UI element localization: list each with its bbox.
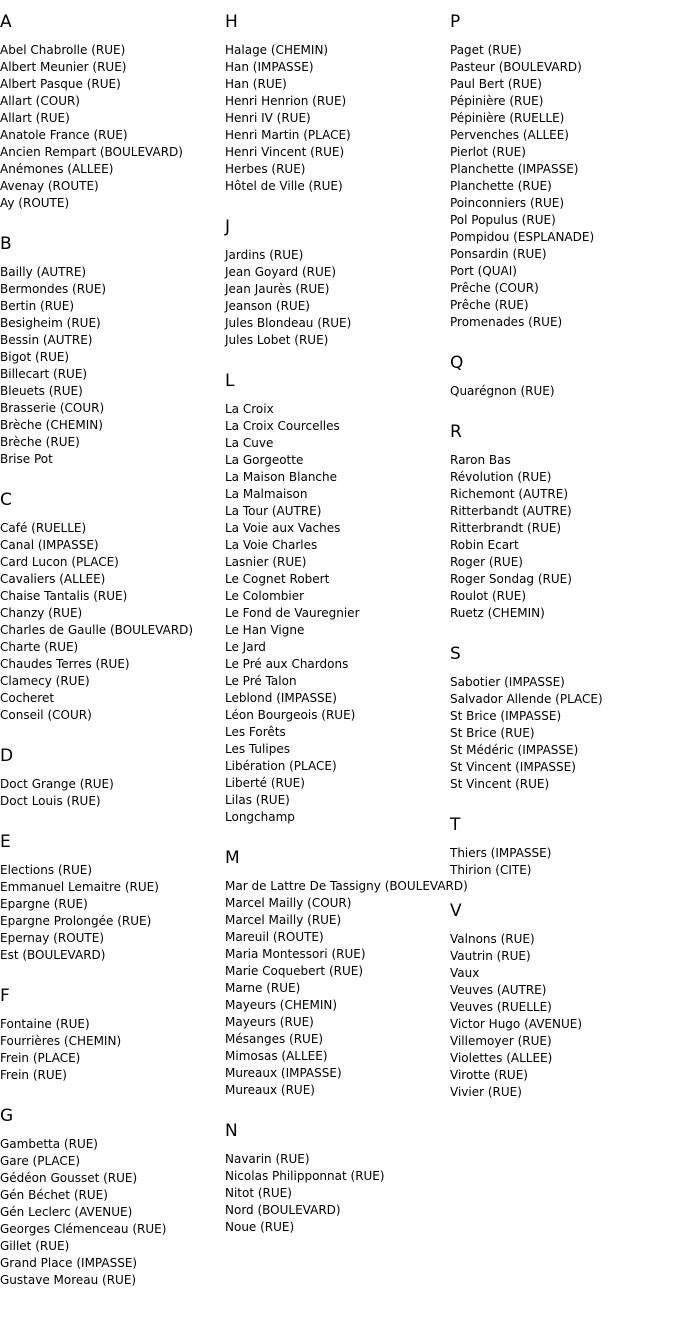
- street-name: Les Tulipes: [225, 742, 290, 756]
- street-name: Henri IV (RUE): [225, 111, 311, 125]
- street-name: Mimosas (ALLEE): [225, 1049, 328, 1063]
- street-name: Le Jard: [225, 640, 266, 654]
- street-name: Doct Grange (RUE): [0, 777, 114, 791]
- street-name: Bertin (RUE): [0, 299, 75, 313]
- street-name: La Croix Courcelles: [225, 419, 340, 433]
- street-name: Jardins (RUE): [225, 248, 304, 262]
- street-name: Marie Coquebert (RUE): [225, 964, 364, 978]
- street-name: Bleuets (RUE): [0, 384, 83, 398]
- street-name: La Maison Blanche: [225, 470, 338, 484]
- street-name: Bessin (AUTRE): [0, 333, 93, 347]
- street-name: Allart (COUR): [0, 94, 80, 108]
- street-name: St Vincent (RUE): [450, 777, 550, 791]
- letter-section: [0, 234, 225, 468]
- street-name: Mureaux (IMPASSE): [225, 1066, 342, 1080]
- letter-section: [450, 644, 675, 793]
- street-name: Est (BOULEVARD): [0, 948, 106, 962]
- street-name: Planchette (RUE): [450, 179, 552, 193]
- letter-section: [450, 815, 675, 879]
- street-name: Jean Goyard (RUE): [225, 265, 337, 279]
- street-name: Le Pré Talon: [225, 674, 297, 688]
- street-list: [450, 931, 675, 1101]
- section-letter-heading: F: [0, 986, 10, 1006]
- street-name: Marne (RUE): [225, 981, 301, 995]
- section-letter-heading: E: [0, 832, 11, 852]
- street-name: Prêche (RUE): [450, 298, 529, 312]
- letter-section: [225, 217, 450, 349]
- street-name: St Médéric (IMPASSE): [450, 743, 579, 757]
- street-name: Villemoyer (RUE): [450, 1034, 552, 1048]
- street-list: [0, 42, 225, 212]
- street-name: Pervenches (ALLEE): [450, 128, 569, 142]
- street-name: Han (IMPASSE): [225, 60, 314, 74]
- street-name: Vaux: [450, 966, 480, 980]
- street-name: Billecart (RUE): [0, 367, 88, 381]
- street-name: Ruetz (CHEMIN): [450, 606, 545, 620]
- letter-section: [0, 1106, 225, 1289]
- street-name: Fourrières (CHEMIN): [0, 1034, 122, 1048]
- street-name: Le Cognet Robert: [225, 572, 330, 586]
- street-name: Le Fond de Vauregnier: [225, 606, 360, 620]
- letter-section: [225, 371, 450, 826]
- street-name: Mayeurs (RUE): [225, 1015, 314, 1029]
- street-name: Clamecy (RUE): [0, 674, 90, 688]
- street-name: Lasnier (RUE): [225, 555, 307, 569]
- street-name: Roulot (RUE): [450, 589, 527, 603]
- street-name: Bailly (AUTRE): [0, 265, 87, 279]
- street-name: La Voie Charles: [225, 538, 318, 552]
- street-name: Georges Clémenceau (RUE): [0, 1222, 167, 1236]
- street-name: Chaudes Terres (RUE): [0, 657, 130, 671]
- street-name: Jules Lobet (RUE): [225, 333, 329, 347]
- street-name: Vautrin (RUE): [450, 949, 531, 963]
- street-name: Mureaux (RUE): [225, 1083, 315, 1097]
- street-name: Mareuil (ROUTE): [225, 930, 324, 944]
- street-name: La Voie aux Vaches: [225, 521, 341, 535]
- street-name: Mayeurs (CHEMIN): [225, 998, 338, 1012]
- street-name: La Cuve: [225, 436, 274, 450]
- street-name: Nitot (RUE): [225, 1186, 292, 1200]
- street-name: Le Han Vigne: [225, 623, 305, 637]
- section-letter-heading: R: [450, 422, 462, 442]
- street-name: Abel Chabrolle (RUE): [0, 43, 126, 57]
- section-letter-heading: A: [0, 12, 12, 32]
- street-name: Marcel Mailly (RUE): [225, 913, 342, 927]
- street-name: Chanzy (RUE): [0, 606, 83, 620]
- street-name: Gédéon Gousset (RUE): [0, 1171, 138, 1185]
- street-name: Veuves (RUELLE): [450, 1000, 552, 1014]
- street-name: St Vincent (IMPASSE): [450, 760, 576, 774]
- section-letter-heading: L: [225, 371, 235, 391]
- letter-section: [450, 422, 675, 622]
- section-letter-heading: T: [450, 815, 461, 835]
- section-letter-heading: J: [225, 217, 231, 237]
- street-name: Besigheim (RUE): [0, 316, 101, 330]
- letter-section: [225, 1121, 450, 1236]
- street-list: [0, 520, 225, 724]
- street-name: Han (RUE): [225, 77, 287, 91]
- street-name: Le Pré aux Chardons: [225, 657, 349, 671]
- street-name: Planchette (IMPASSE): [450, 162, 579, 176]
- street-name: Epargne (RUE): [0, 897, 88, 911]
- street-name: Liberté (RUE): [225, 776, 305, 790]
- section-letter-heading: H: [225, 12, 238, 32]
- street-name: Chaise Tantalis (RUE): [0, 589, 128, 603]
- street-name: Roger Sondag (RUE): [450, 572, 572, 586]
- street-name: Gare (PLACE): [0, 1154, 81, 1168]
- street-name: Raron Bas: [450, 453, 511, 467]
- street-name: Ay (ROUTE): [0, 196, 70, 210]
- section-letter-heading: G: [0, 1106, 14, 1126]
- letter-section: [450, 12, 675, 331]
- street-name: Gustave Moreau (RUE): [0, 1273, 137, 1287]
- index-column-3: [450, 12, 675, 1123]
- letter-section: [450, 353, 675, 400]
- street-name: Nicolas Philipponnat (RUE): [225, 1169, 385, 1183]
- street-name: Canal (IMPASSE): [0, 538, 99, 552]
- street-name: Léon Bourgeois (RUE): [225, 708, 356, 722]
- street-name: Mésanges (RUE): [225, 1032, 324, 1046]
- letter-section: [0, 12, 225, 212]
- street-list: [450, 42, 675, 331]
- street-name: Ritterbandt (AUTRE): [450, 504, 572, 518]
- street-name: Café (RUELLE): [0, 521, 87, 535]
- street-name: Allart (RUE): [0, 111, 70, 125]
- letter-section: [450, 901, 675, 1101]
- street-name: Le Colombier: [225, 589, 305, 603]
- section-letter-heading: V: [450, 901, 462, 921]
- street-name: Veuves (AUTRE): [450, 983, 547, 997]
- street-name: Les Forêts: [225, 725, 286, 739]
- street-name: Paget (RUE): [450, 43, 522, 57]
- street-list: [0, 264, 225, 468]
- street-name: Jean Jaurès (RUE): [225, 282, 330, 296]
- street-name: Marcel Mailly (COUR): [225, 896, 352, 910]
- street-name: Conseil (COUR): [0, 708, 92, 722]
- street-name: Robin Ecart: [450, 538, 519, 552]
- street-name: Gén Béchet (RUE): [0, 1188, 108, 1202]
- street-name: Mar de Lattre De Tassigny (BOULEVARD): [225, 879, 468, 893]
- street-name: Nord (BOULEVARD): [225, 1203, 341, 1217]
- street-name: Pépinière (RUELLE): [450, 111, 565, 125]
- street-name: Pépinière (RUE): [450, 94, 544, 108]
- section-letter-heading: M: [225, 848, 240, 868]
- street-name: Gambetta (RUE): [0, 1137, 98, 1151]
- street-name: Frein (RUE): [0, 1068, 67, 1082]
- street-name: Navarin (RUE): [225, 1152, 310, 1166]
- street-name: Albert Pasque (RUE): [0, 77, 121, 91]
- street-name: Révolution (RUE): [450, 470, 552, 484]
- street-name: Ritterbrandt (RUE): [450, 521, 562, 535]
- index-column-1: [0, 12, 225, 1311]
- street-name: Frein (PLACE): [0, 1051, 81, 1065]
- street-name: Charles de Gaulle (BOULEVARD): [0, 623, 194, 637]
- street-list: [0, 1136, 225, 1289]
- street-name: Port (QUAI): [450, 264, 517, 278]
- street-name: Charte (RUE): [0, 640, 79, 654]
- street-name: Pol Populus (RUE): [450, 213, 556, 227]
- street-name: Hôtel de Ville (RUE): [225, 179, 343, 193]
- street-name: Pasteur (BOULEVARD): [450, 60, 582, 74]
- street-list: [0, 776, 225, 810]
- street-name: Bermondes (RUE): [0, 282, 107, 296]
- street-name: Roger (RUE): [450, 555, 523, 569]
- street-name: Brèche (CHEMIN): [0, 418, 103, 432]
- street-name: Halage (CHEMIN): [225, 43, 329, 57]
- street-name: Vivier (RUE): [450, 1085, 522, 1099]
- street-name: Lilas (RUE): [225, 793, 290, 807]
- street-name: Brasserie (COUR): [0, 401, 105, 415]
- street-list: [450, 383, 675, 400]
- street-name: Poinconniers (RUE): [450, 196, 565, 210]
- street-list: [225, 247, 450, 349]
- street-name: Cavaliers (ALLEE): [0, 572, 106, 586]
- letter-section: [0, 490, 225, 724]
- street-name: Maria Montessori (RUE): [225, 947, 366, 961]
- street-name: Grand Place (IMPASSE): [0, 1256, 138, 1270]
- street-name: La Malmaison: [225, 487, 308, 501]
- letter-section: [0, 832, 225, 964]
- street-name: Fontaine (RUE): [0, 1017, 90, 1031]
- street-name: Victor Hugo (AVENUE): [450, 1017, 583, 1031]
- section-letter-heading: P: [450, 12, 461, 32]
- street-name: Albert Meunier (RUE): [0, 60, 127, 74]
- street-list: [0, 862, 225, 964]
- street-name: Card Lucon (PLACE): [0, 555, 119, 569]
- street-name: Paul Bert (RUE): [450, 77, 542, 91]
- street-list: [450, 674, 675, 793]
- street-name: Jules Blondeau (RUE): [225, 316, 352, 330]
- street-name: Bigot (RUE): [0, 350, 70, 364]
- street-name: Noue (RUE): [225, 1220, 295, 1234]
- street-list: [225, 1151, 450, 1236]
- street-name: Gillet (RUE): [0, 1239, 70, 1253]
- section-letter-heading: D: [0, 746, 14, 766]
- street-name: Elections (RUE): [0, 863, 93, 877]
- street-name: Thiers (IMPASSE): [450, 846, 552, 860]
- street-name: Valnons (RUE): [450, 932, 535, 946]
- street-name: Prêche (COUR): [450, 281, 539, 295]
- street-list: [450, 452, 675, 622]
- street-name: Jeanson (RUE): [225, 299, 310, 313]
- street-name: St Brice (IMPASSE): [450, 709, 562, 723]
- street-name: Henri Vincent (RUE): [225, 145, 345, 159]
- street-name: Cocheret: [0, 691, 55, 705]
- section-letter-heading: C: [0, 490, 12, 510]
- street-name: Violettes (ALLEE): [450, 1051, 553, 1065]
- section-letter-heading: N: [225, 1121, 238, 1141]
- street-name: Avenay (ROUTE): [0, 179, 99, 193]
- street-name: Brèche (RUE): [0, 435, 80, 449]
- section-letter-heading: Q: [450, 353, 464, 373]
- street-name: Epargne Prolongée (RUE): [0, 914, 152, 928]
- street-name: Henri Henrion (RUE): [225, 94, 347, 108]
- street-name: La Croix: [225, 402, 274, 416]
- street-list: [450, 845, 675, 879]
- street-name: Virotte (RUE): [450, 1068, 528, 1082]
- street-name: Herbes (RUE): [225, 162, 306, 176]
- letter-section: [0, 986, 225, 1084]
- street-name: Ponsardin (RUE): [450, 247, 547, 261]
- street-name: Anémones (ALLEE): [0, 162, 114, 176]
- letter-section: [0, 746, 225, 810]
- street-name: La Tour (AUTRE): [225, 504, 322, 518]
- street-list: [225, 42, 450, 195]
- street-name: St Brice (RUE): [450, 726, 535, 740]
- street-name: Longchamp: [225, 810, 295, 824]
- street-name: La Gorgeotte: [225, 453, 304, 467]
- street-name: Doct Louis (RUE): [0, 794, 101, 808]
- street-name: Gén Leclerc (AVENUE): [0, 1205, 133, 1219]
- street-name: Thirion (CITE): [450, 863, 532, 877]
- street-name: Epernay (ROUTE): [0, 931, 105, 945]
- street-name: Richemont (AUTRE): [450, 487, 569, 501]
- street-name: Leblond (IMPASSE): [225, 691, 337, 705]
- street-name: Pompidou (ESPLANADE): [450, 230, 595, 244]
- street-name: Pierlot (RUE): [450, 145, 526, 159]
- street-name: Emmanuel Lemaitre (RUE): [0, 880, 159, 894]
- section-letter-heading: S: [450, 644, 461, 664]
- street-name: Henri Martin (PLACE): [225, 128, 351, 142]
- letter-section: [225, 12, 450, 195]
- street-name: Libération (PLACE): [225, 759, 337, 773]
- street-name: Brise Pot: [0, 452, 53, 466]
- street-name: Salvador Allende (PLACE): [450, 692, 603, 706]
- section-letter-heading: B: [0, 234, 12, 254]
- street-name: Sabotier (IMPASSE): [450, 675, 565, 689]
- street-list: [225, 401, 450, 826]
- street-name: Promenades (RUE): [450, 315, 563, 329]
- street-name: Quarégnon (RUE): [450, 384, 555, 398]
- street-name: Anatole France (RUE): [0, 128, 128, 142]
- street-name: Ancien Rempart (BOULEVARD): [0, 145, 183, 159]
- street-list: [0, 1016, 225, 1084]
